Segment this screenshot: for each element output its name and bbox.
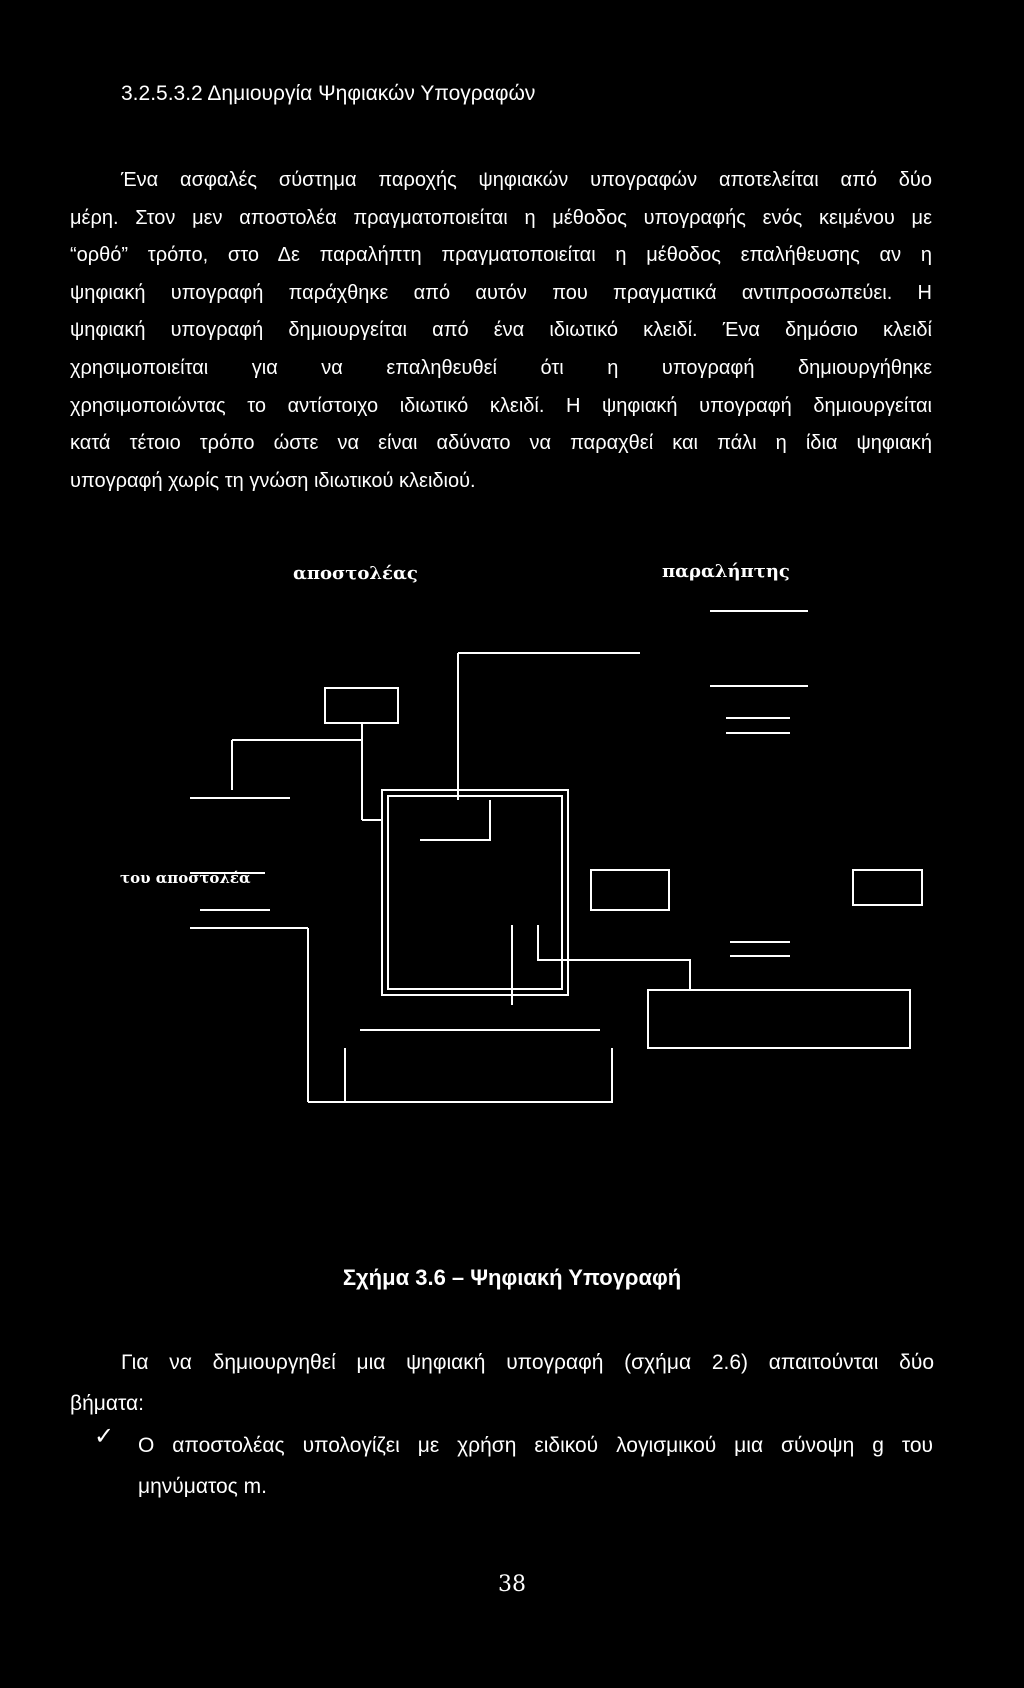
diagram-box <box>648 990 910 1048</box>
paragraph-line: χρησιμοποιείται για να επαληθευθεί ότι η υπογραφή δημιουργήθηκε <box>70 356 932 379</box>
diagram-box <box>853 870 922 905</box>
paragraph-line: κατά τέτοιο τρόπο ώστε να είναι αδύνατο να παραχθεί και πάλι η ίδια ψηφιακή <box>70 432 932 455</box>
section-heading: 3.2.5.3.2 Δημιουργία Ψηφιακών Υπογραφών <box>121 82 536 105</box>
paragraph-line: ψηφιακή υπογραφή παράχθηκε από αυτόν που πραγματικά αντιπροσωπεύει. Η <box>70 281 932 304</box>
bullet-line: Ο αποστολέας υπολογίζει με χρήση ειδικού λογισμικού μια σύνοψη g του <box>138 1434 933 1457</box>
paragraph-line: βήματα: <box>70 1392 144 1415</box>
diagram-label-of-sender: του αποστολέα <box>120 869 251 887</box>
diagram-box <box>382 790 568 995</box>
paragraph-line: μέρη. Στον μεν αποστολέα πραγματοποιείται η μέθοδος υπογραφής ενός κειμένου με <box>70 206 932 229</box>
diagram-line <box>345 1048 612 1102</box>
diagram-box <box>388 796 562 989</box>
paragraph-line: Για να δημιουργηθεί μια ψηφιακή υπογραφή (σχήμα 2.6) απαιτούνται δύο <box>121 1351 934 1374</box>
paragraph-line: χρησιμοποιώντας το αντίστοιχο ιδιωτικό κλειδί. Η ψηφιακή υπογραφή δημιουργείται <box>70 394 932 417</box>
checkmark-icon: ✓ <box>94 1423 115 1450</box>
paragraph-line: Ένα ασφαλές σύστημα παροχής ψηφιακών υπογραφών αποτελείται από δύο <box>121 169 932 191</box>
diagram-line <box>538 925 690 990</box>
paragraph-line: ψηφιακή υπογραφή δημιουργείται από ένα ιδιωτικό κλειδί. Ένα δημόσιο κλειδί <box>70 319 932 342</box>
bullet-item <box>138 1425 933 1507</box>
diagram-label-receiver: παραλήπτης <box>662 561 790 582</box>
diagram-box <box>591 870 669 910</box>
steps-paragraph <box>70 1342 934 1424</box>
page-number: 38 <box>498 1572 526 1597</box>
paragraph-line: “ορθό” τρόπο, στο Δε παραλήπτη πραγματοποιείται η μέθοδος επαλήθευσης αν η <box>70 244 932 267</box>
paragraph-line: υπογραφή χωρίς τη γνώση ιδιωτικού κλειδιού. <box>70 469 476 492</box>
figure-caption: Σχήμα 3.6 – Ψηφιακή Υπογραφή <box>342 1265 682 1290</box>
diagram-box <box>325 688 398 723</box>
bullet-line: μηνύματος m. <box>138 1475 267 1498</box>
diagram-line <box>420 800 490 840</box>
diagram-label-sender: αποστολέας <box>293 563 418 584</box>
